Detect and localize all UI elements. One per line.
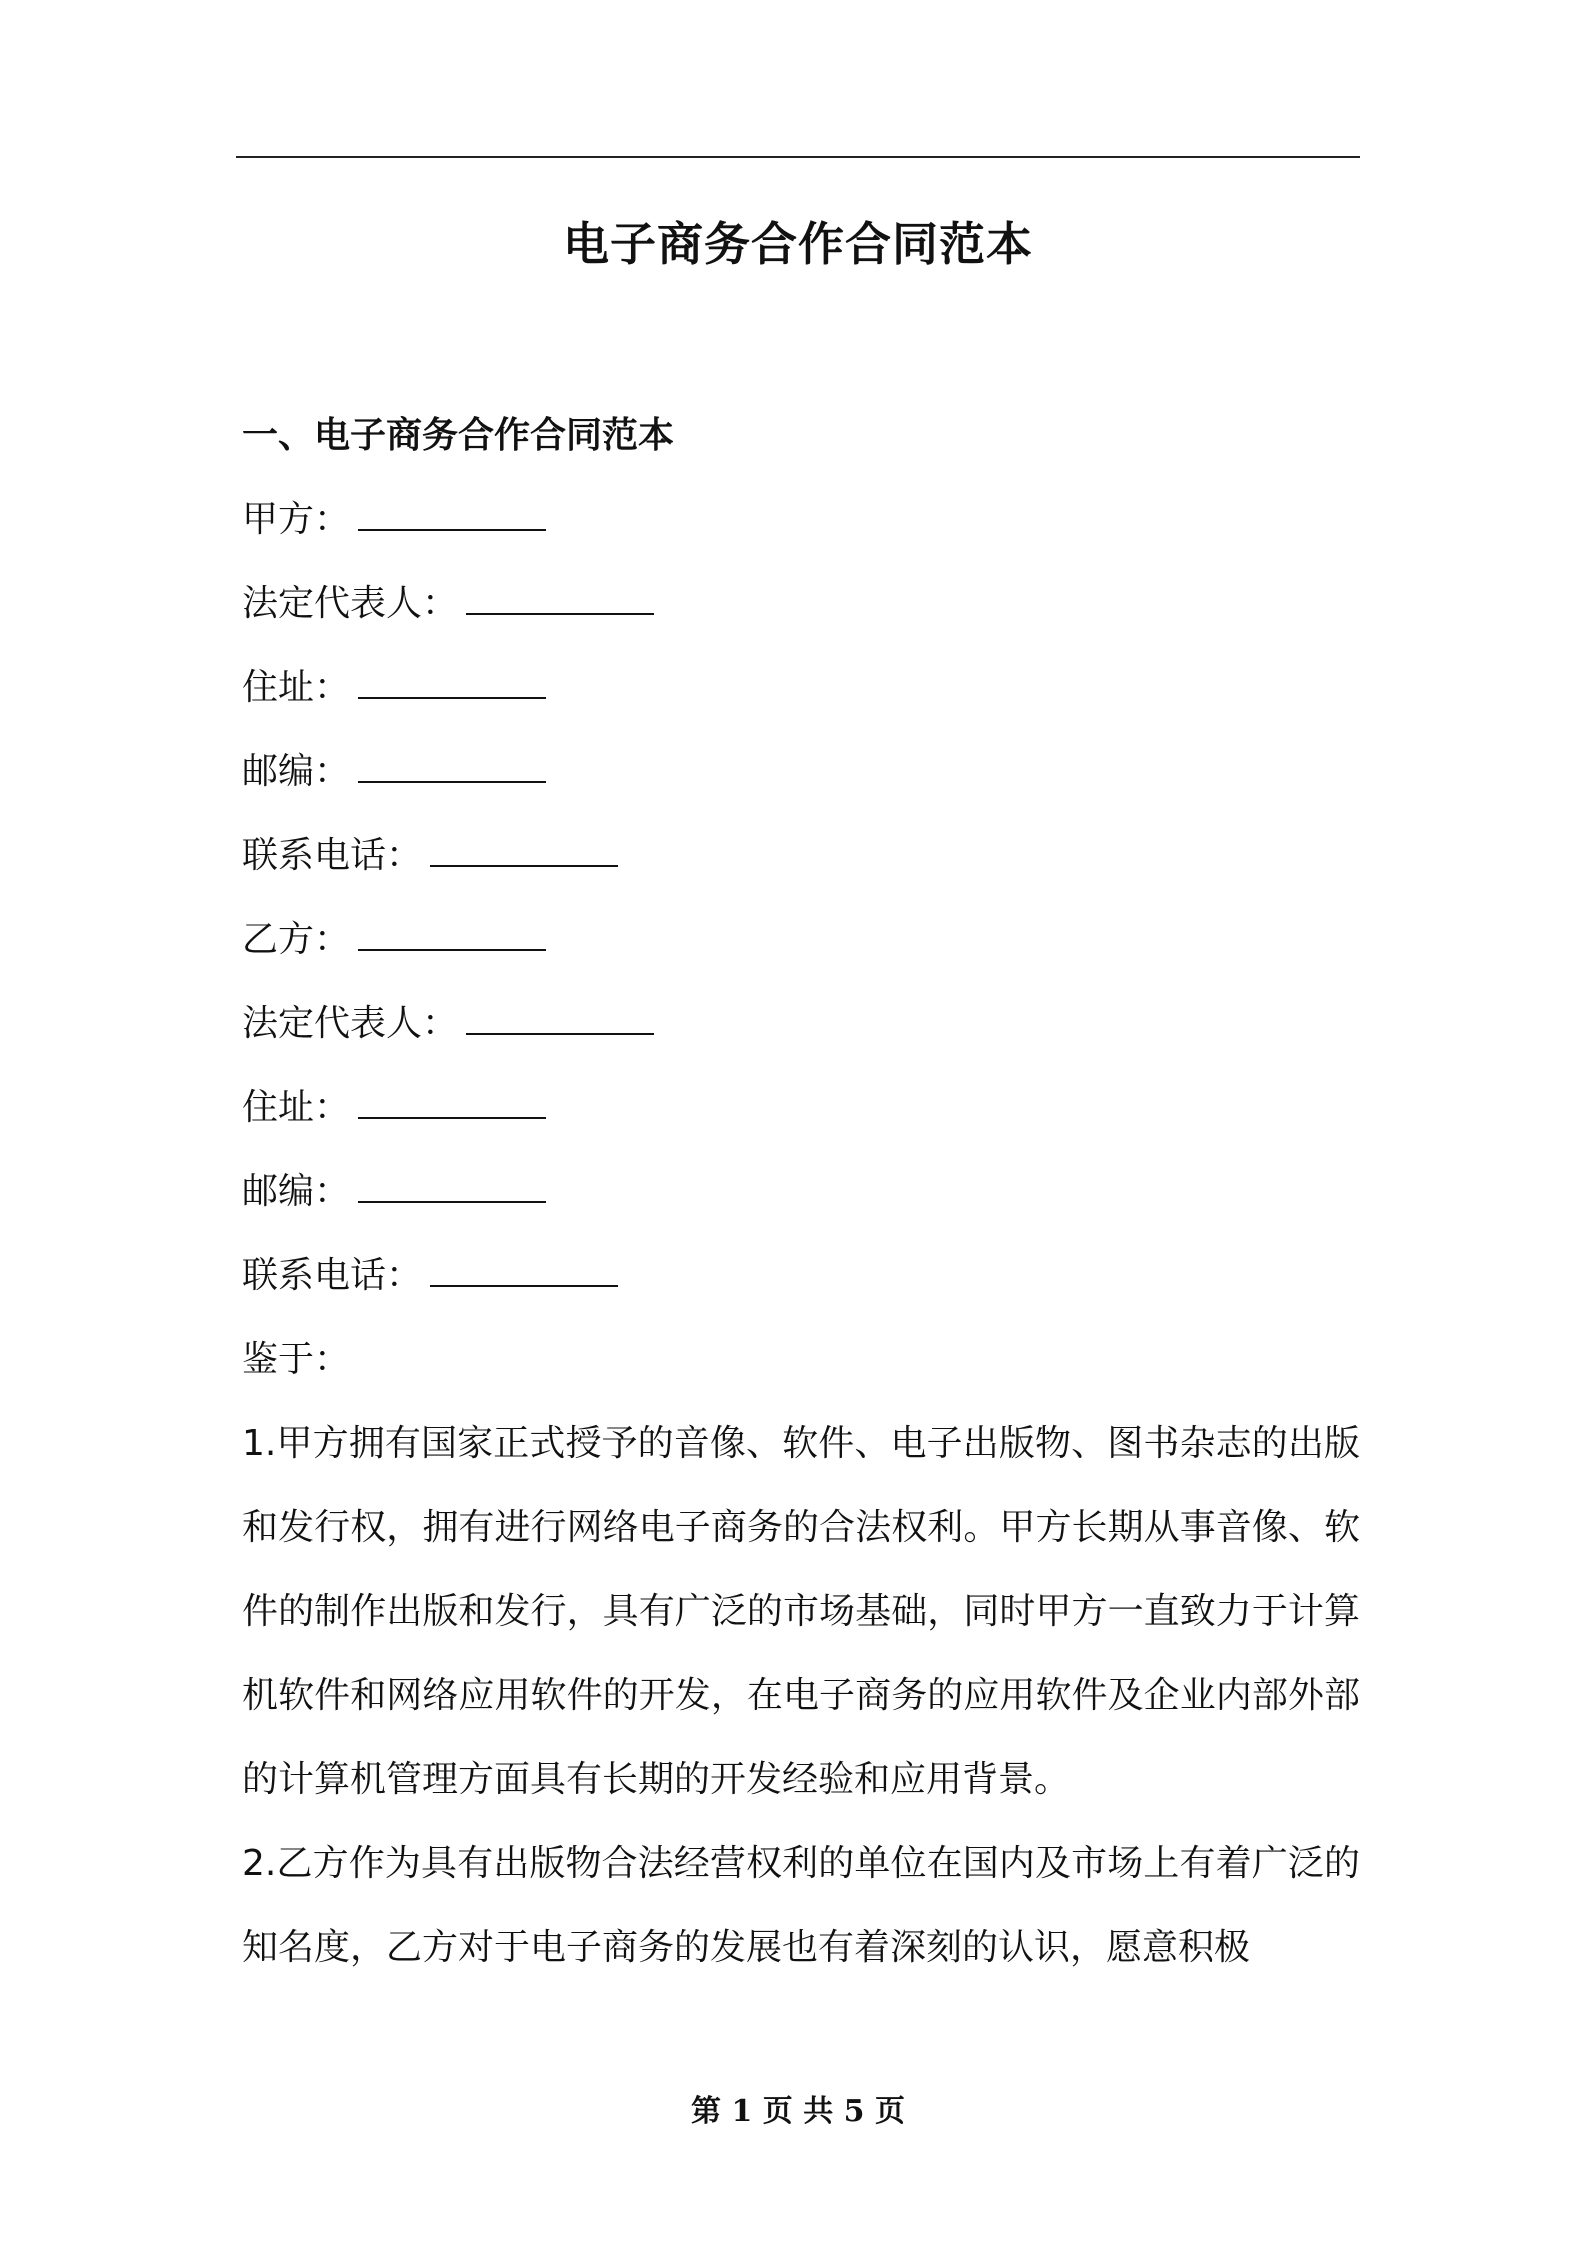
party-b-phone-field: [242, 1246, 618, 1306]
party-a-phone-blank[interactable]: [430, 835, 618, 867]
party-a-rep-field: [242, 574, 654, 634]
document-title: 电子商务合作合同范本: [563, 217, 1033, 271]
party-a-phone-field: [242, 826, 618, 886]
party-b-postcode-blank[interactable]: [358, 1171, 546, 1203]
party-a-name-field: [242, 490, 546, 550]
party-b-postcode-label: 邮编：: [242, 1171, 351, 1212]
party-a-rep-blank[interactable]: [466, 583, 654, 615]
party-b-postcode-field: [242, 1162, 546, 1222]
party-b-rep-field: [242, 994, 654, 1054]
party-b-rep-label: 法定代表人：: [242, 1003, 459, 1044]
party-a-address-blank[interactable]: [358, 667, 546, 699]
section-heading: 一、电子商务合作合同范本: [242, 415, 675, 456]
party-a-postcode-label: 邮编：: [242, 751, 351, 792]
party-b-phone-label: 联系电话：: [242, 1255, 423, 1296]
recital-paragraph-2: 2.乙方作为具有出版物合法经营权利的单位在国内及市场上有着广泛的知名度，乙方对于电子商务的发展也有着深刻的认识，愿意积极: [242, 1843, 1360, 1968]
recital-paragraph-1: 1.甲方拥有国家正式授予的音像、软件、电子出版物、图书杂志的出版和发行权，拥有进行网络电子商务的合法权利。甲方长期从事音像、软件的制作出版和发行，具有广泛的市场基础，同时甲方一直致力于计算机软件和网络应用软件的开发，在电子商务的应用软件及企业内部外部的计算机管理方面具有长期的开发经验和应用背景。: [242, 1423, 1360, 1800]
header-divider: [236, 156, 1360, 158]
party-b-name-field: [242, 910, 546, 970]
party-a-rep-label: 法定代表人：: [242, 583, 459, 624]
party-b-name-label: 乙方：: [242, 919, 351, 960]
party-b-address-label: 住址：: [242, 1087, 351, 1128]
party-a-postcode-blank[interactable]: [358, 751, 546, 783]
party-a-name-label: 甲方：: [242, 499, 351, 540]
party-a-address-field: [242, 658, 546, 718]
party-a-address-label: 住址：: [242, 667, 351, 708]
page-number-footer: 第 1 页 共 5 页: [691, 2094, 905, 2129]
party-b-address-blank[interactable]: [358, 1087, 546, 1119]
party-a-postcode-field: [242, 742, 546, 802]
party-b-name-blank[interactable]: [358, 919, 546, 951]
party-b-rep-blank[interactable]: [466, 1003, 654, 1035]
party-a-name-blank[interactable]: [358, 499, 546, 531]
party-b-phone-blank[interactable]: [430, 1255, 618, 1287]
recitals-intro: 鉴于：: [242, 1339, 351, 1380]
party-a-phone-label: 联系电话：: [242, 835, 423, 876]
party-b-address-field: [242, 1078, 546, 1138]
